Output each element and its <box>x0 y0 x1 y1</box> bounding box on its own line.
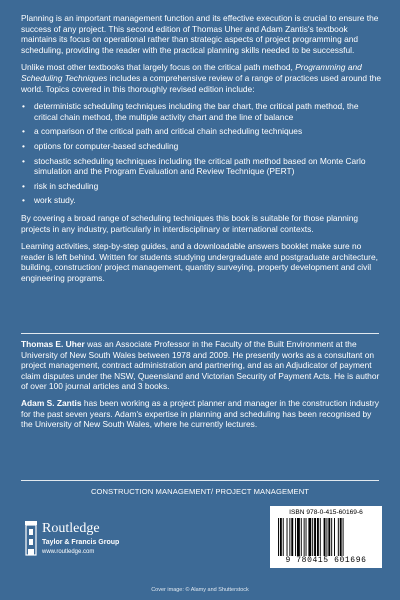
author-bio-text-2: has been working as a project planner and manager in the construction industry for the past seven years. Adam's expertise in planning and scheduling has been recognised by the University of New South Wales, where he currently lectures. <box>21 397 379 430</box>
author-bio-1 <box>21 339 383 392</box>
barcode-bar <box>289 518 290 556</box>
description-paragraph-2-end: includes a comprehensive review of a range of practices used around the world. Topics covered in this thoroughly revised edition include: <box>21 72 382 94</box>
author-bio-text-1: was an Associate Professor in the Faculty of the Built Environment at the University of New South Wales between 1978 and 2009. He presently works as a consultant on project management, contract administration and partnering, and as an Adjudicator of payment claim disputes under the NSW, Queensland and Victorian Security of Payment Acts. He is author of over 100 journal articles and 3 books. <box>21 339 380 392</box>
publisher-logo <box>24 517 154 567</box>
barcode-bar <box>295 518 296 556</box>
cover-credit: Cover image: © Alamy and Shutterstock <box>151 587 249 593</box>
author-bios <box>21 339 383 436</box>
barcode-bar <box>334 518 335 556</box>
description-paragraph-3: By covering a broad range of scheduling techniques this book is suitable for those planning projects in any industry, particularly in interdisciplinary or international contexts. <box>21 212 359 234</box>
barcode-digits: 9 780415 601696 <box>285 556 367 565</box>
description-paragraph-1: Planning is an important management function and its effective execution is crucial to ensure the success of any project. This second edition of Thomas Uher and Adam Zantis's textbook maintains its focus on operational rather than strategic aspects of project programming and scheduling, providing the reader with the practical planning skills needed to be successful. <box>21 13 379 55</box>
barcode-bar <box>331 518 332 556</box>
barcode-bar <box>328 518 330 556</box>
divider-bottom <box>21 480 379 481</box>
isbn-text: ISBN 978-0-415-60169-6 <box>289 509 363 516</box>
author-name-1: Thomas E. Uher <box>21 339 85 349</box>
description-paragraph-2-start: Unlike most other textbooks that largely focus on the critical path method, <box>21 62 296 73</box>
description-block <box>21 13 383 290</box>
publisher-name: Routledge <box>42 521 100 536</box>
barcode-bar <box>314 518 316 556</box>
barcode-bar <box>297 518 300 556</box>
barcode-bar <box>317 518 319 556</box>
barcode-bar <box>280 518 282 556</box>
barcode-bar <box>278 518 279 556</box>
barcode-bar <box>324 518 326 556</box>
topics-list <box>21 101 383 206</box>
barcode-bar <box>312 518 313 556</box>
author-name-2: Adam S. Zantis <box>21 397 82 408</box>
author-bio-2 <box>21 398 383 430</box>
barcode-bars <box>278 518 370 556</box>
topic-item: • deterministic scheduling techniques including the bar chart, the critical path method, the critical chain method, the multiple activity chart and the line of balance <box>21 101 383 122</box>
topic-item: • risk in scheduling <box>21 181 383 192</box>
barcode-bar <box>338 518 339 556</box>
barcode-bar <box>306 518 307 556</box>
publisher-group: Taylor & Francis Group <box>42 539 120 546</box>
barcode-bar <box>304 518 305 556</box>
barcode-side-text <box>372 514 380 562</box>
topic-item: • stochastic scheduling techniques including the critical path method based on Monte Carlo simulation and the Program Evaluation and Review Technique (PERT) <box>21 156 383 177</box>
barcode-bar <box>308 518 311 556</box>
book-title-italic: Programming and Scheduling Techniques <box>21 62 362 83</box>
barcode-bar <box>320 518 321 556</box>
topic-item: • a comparison of the critical path and critical chain scheduling techniques <box>21 126 383 137</box>
description-paragraph-4: Learning activities, step-by-step guides, and a downloadable answers booklet make sure no reader is left behind. Written for students studying undergraduate and postgraduate architecture, building, construction/ project management, quantity surveying, property development and civil engineering programs. <box>21 241 378 283</box>
topic-item: • options for computer-based scheduling <box>21 141 383 152</box>
barcode-bar <box>291 518 293 556</box>
description-paragraph-2 <box>21 62 383 94</box>
barcode-bar <box>287 518 288 556</box>
barcode <box>270 506 382 568</box>
topic-item: • work study. <box>21 195 383 206</box>
barcode-bar <box>340 518 342 556</box>
routledge-tower-icon <box>24 519 38 557</box>
barcode-bar <box>326 518 327 556</box>
divider-top <box>21 333 379 334</box>
barcode-bar <box>343 518 344 556</box>
subject-category: CONSTRUCTION MANAGEMENT/ PROJECT MANAGEMENT <box>90 487 310 496</box>
barcode-bar <box>283 518 284 556</box>
publisher-url: www.routledge.com <box>42 549 95 555</box>
barcode-bar <box>301 518 302 556</box>
